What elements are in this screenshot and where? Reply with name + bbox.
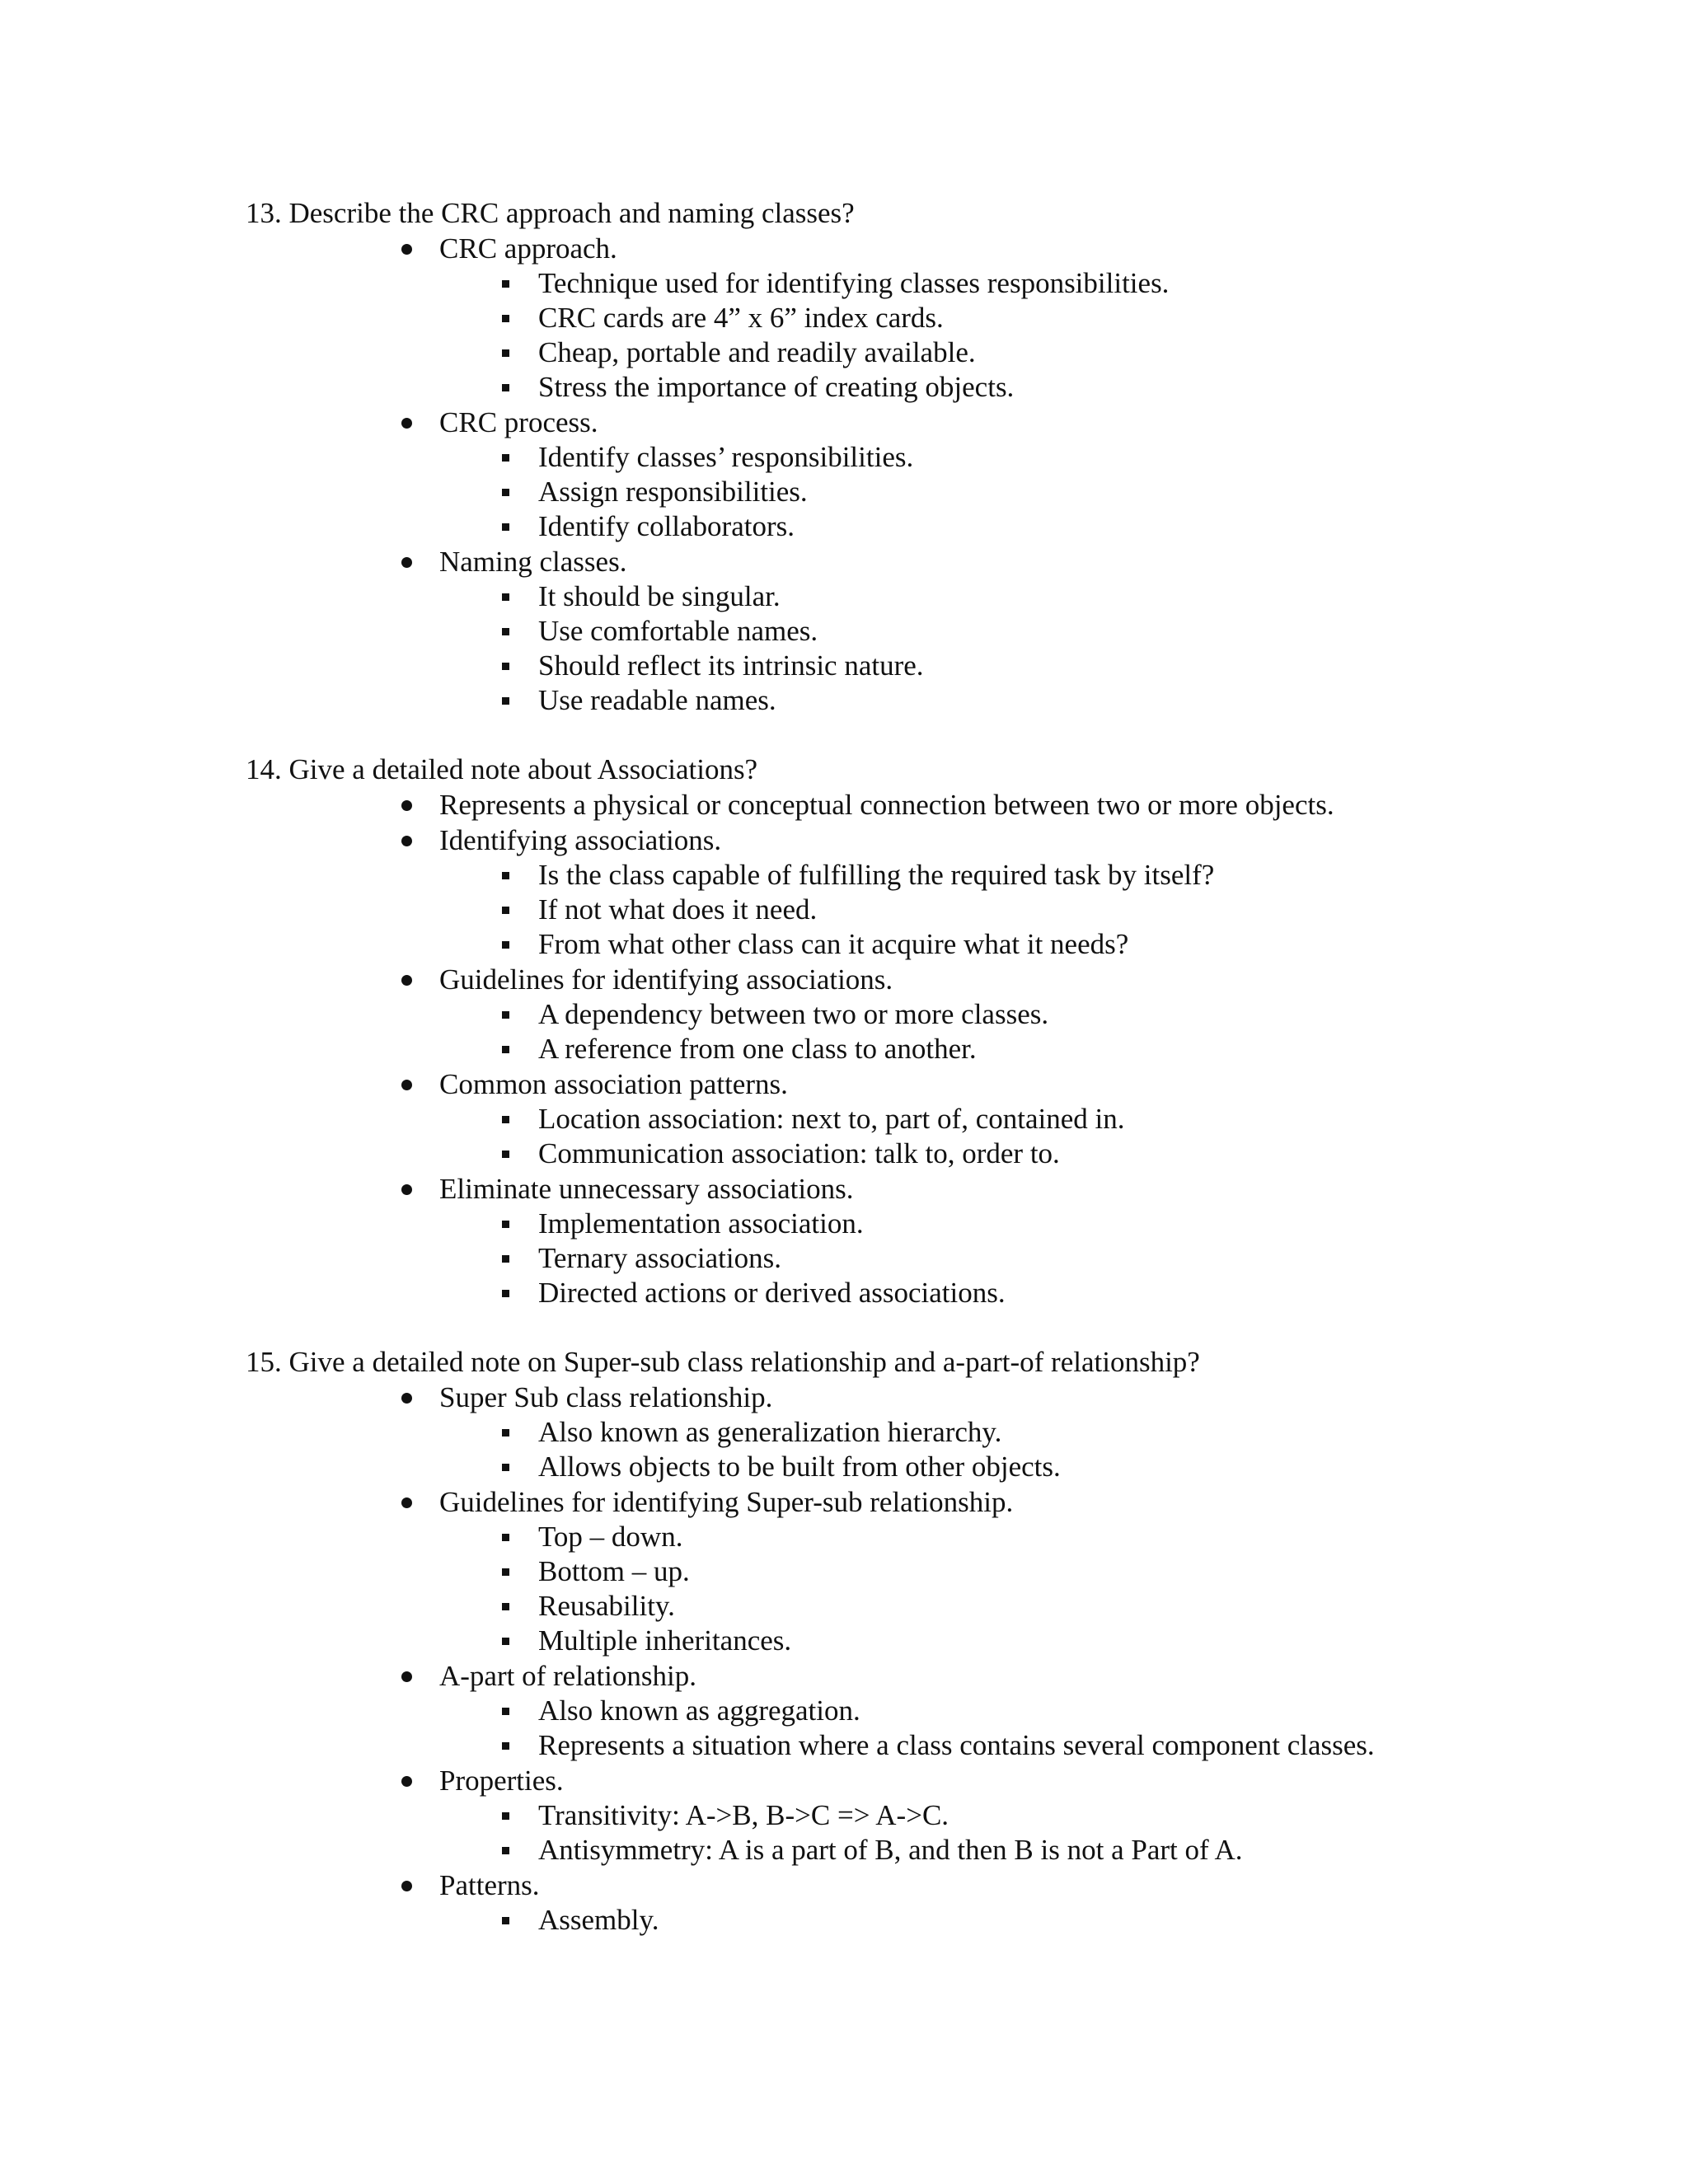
sub-item [538,301,944,335]
bullet-square-icon [490,1833,523,1868]
sub-item [538,649,924,683]
sub-item [538,858,1214,893]
sub-item [538,1624,791,1658]
sub-item [538,1415,1001,1450]
sub-item-text: From what other class can it acquire what it needs? [538,928,1129,960]
bullet-square-icon [490,1798,523,1833]
sub-item-text: CRC cards are 4” x 6” index cards. [538,302,944,334]
sub-item-text: Directed actions or derived associations. [538,1277,1006,1309]
bullet-dot-icon [392,963,424,997]
bullet-text: Patterns. [439,1869,540,1901]
bullet-text: Eliminate unnecessary associations. [439,1173,854,1205]
sub-item-text: Should reflect its intrinsic nature. [538,649,924,682]
sub-item [538,927,1128,962]
bullet-text: Super Sub class relationship. [439,1381,773,1413]
sub-item-text: If not what does it need. [538,893,818,926]
sub-item-text: Identify collaborators. [538,510,795,542]
question-heading: 14. Give a detailed note about Associations? [246,753,758,785]
bullet-square-icon [490,370,523,405]
sub-item [538,1241,781,1276]
bullet-square-icon [490,335,523,370]
sub-item [538,1903,659,1938]
bullet-point [439,1659,696,1694]
sub-item [538,1450,1061,1484]
bullet-square-icon [490,440,523,475]
sub-item [538,370,1014,405]
bullet-square-icon [490,1624,523,1658]
sub-item [538,1137,1060,1171]
sub-item-text: Bottom – up. [538,1555,690,1587]
sub-item [538,335,976,370]
sub-item [538,1520,682,1554]
bullet-square-icon [490,1032,523,1066]
bullet-square-icon [490,509,523,544]
sub-item [538,1102,1124,1137]
sub-item [538,266,1169,301]
bullet-dot-icon [392,545,424,579]
question-heading: 13. Describe the CRC approach and naming classes? [246,197,855,229]
bullet-square-icon [490,266,523,301]
sub-item-text: A dependency between two or more classes. [538,998,1049,1030]
sub-item-text: Communication association: talk to, order to. [538,1137,1060,1169]
sub-item-text: Allows objects to be built from other objects. [538,1451,1061,1483]
sub-item-text: Is the class capable of fulfilling the required task by itself? [538,859,1215,891]
bullet-square-icon [490,997,523,1032]
bullet-dot-icon [392,788,424,823]
sub-item-text: Identify classes’ responsibilities. [538,441,914,473]
sub-item [538,1207,864,1241]
bullet-square-icon [490,1415,523,1450]
bullet-text: Properties. [439,1765,564,1797]
bullet-dot-icon [392,823,424,858]
sub-item [538,614,818,649]
bullet-text: CRC process. [439,406,598,438]
bullet-square-icon [490,1450,523,1484]
sub-item-text: Transitivity: A->B, B->C => A->C. [538,1799,950,1831]
bullet-square-icon [490,1520,523,1554]
bullet-square-icon [490,1102,523,1137]
sub-item [538,579,781,614]
bullet-dot-icon [392,232,424,266]
sub-item-text: Reusability. [538,1590,675,1622]
bullet-text: Identifying associations. [439,824,722,856]
sub-item-text: Also known as aggregation. [538,1694,860,1727]
bullet-square-icon [490,1207,523,1241]
bullet-text: Common association patterns. [439,1068,788,1100]
bullet-square-icon [490,927,523,962]
bullet-point [439,963,893,997]
sub-item [538,1032,977,1066]
sub-item-text: A reference from one class to another. [538,1033,977,1065]
bullet-text: A-part of relationship. [439,1660,696,1692]
bullet-point [439,1067,788,1102]
bullet-square-icon [490,579,523,614]
sub-item-text: Antisymmetry: A is a part of B, and then B is not a Part of A. [538,1834,1243,1866]
sub-item-text: Use comfortable names. [538,615,818,647]
sub-item [538,1833,1243,1868]
sub-item [538,1589,675,1624]
sub-item-text: Multiple inheritances. [538,1624,792,1657]
bullet-dot-icon [392,1067,424,1102]
bullet-point [439,232,617,266]
sub-item-text: Implementation association. [538,1207,864,1240]
sub-item-text: Technique used for identifying classes responsibilities. [538,267,1170,299]
bullet-point [439,1172,854,1207]
sub-item-text: Stress the importance of creating objects. [538,371,1015,403]
bullet-point [439,788,1334,823]
sub-item-text: Location association: next to, part of, contained in. [538,1103,1125,1135]
sub-item [538,683,776,718]
bullet-square-icon [490,1554,523,1589]
bullet-text: Guidelines for identifying associations. [439,963,893,996]
bullet-point [439,1485,1013,1520]
bullet-dot-icon [392,1485,424,1520]
bullet-square-icon [490,475,523,509]
bullet-square-icon [490,858,523,893]
bullet-square-icon [490,1589,523,1624]
sub-item [538,440,913,475]
bullet-square-icon [490,301,523,335]
bullet-dot-icon [392,1868,424,1903]
bullet-square-icon [490,1137,523,1171]
bullet-dot-icon [392,1380,424,1415]
bullet-square-icon [490,649,523,683]
bullet-text: Guidelines for identifying Super-sub relationship. [439,1486,1014,1518]
sub-item [538,1276,1006,1310]
bullet-square-icon [490,614,523,649]
bullet-square-icon [490,893,523,927]
bullet-dot-icon [392,405,424,440]
sub-item [538,509,795,544]
sub-item-text: Assembly. [538,1904,659,1936]
sub-item [538,1694,860,1728]
bullet-square-icon [490,683,523,718]
sub-item-text: Ternary associations. [538,1242,781,1274]
sub-item [538,1798,949,1833]
sub-item [538,475,808,509]
bullet-dot-icon [392,1764,424,1798]
bullet-square-icon [490,1694,523,1728]
sub-item-text: Represents a situation where a class contains several component classes. [538,1729,1375,1761]
bullet-point [439,545,626,579]
sub-item [538,997,1048,1032]
sub-item-text: Also known as generalization hierarchy. [538,1416,1002,1448]
bullet-text: CRC approach. [439,232,617,265]
sub-item-text: It should be singular. [538,580,781,612]
bullet-text: Represents a physical or conceptual connection between two or more objects. [439,789,1334,821]
bullet-dot-icon [392,1172,424,1207]
bullet-square-icon [490,1241,523,1276]
bullet-point [439,823,721,858]
sub-item-text: Cheap, portable and readily available. [538,336,976,368]
bullet-text: Naming classes. [439,546,627,578]
sub-item-text: Assign responsibilities. [538,476,808,508]
sub-item [538,1554,690,1589]
sub-item-text: Use readable names. [538,684,776,716]
sub-item [538,1728,1375,1763]
bullet-square-icon [490,1276,523,1310]
bullet-point [439,1380,772,1415]
sub-item-text: Top – down. [538,1521,683,1553]
bullet-square-icon [490,1903,523,1938]
sub-item [538,893,817,927]
question-heading: 15. Give a detailed note on Super-sub class relationship and a-part-of relationship? [246,1346,1200,1378]
bullet-dot-icon [392,1659,424,1694]
bullet-point [439,1764,564,1798]
bullet-point [439,1868,540,1903]
bullet-square-icon [490,1728,523,1763]
bullet-point [439,405,598,440]
